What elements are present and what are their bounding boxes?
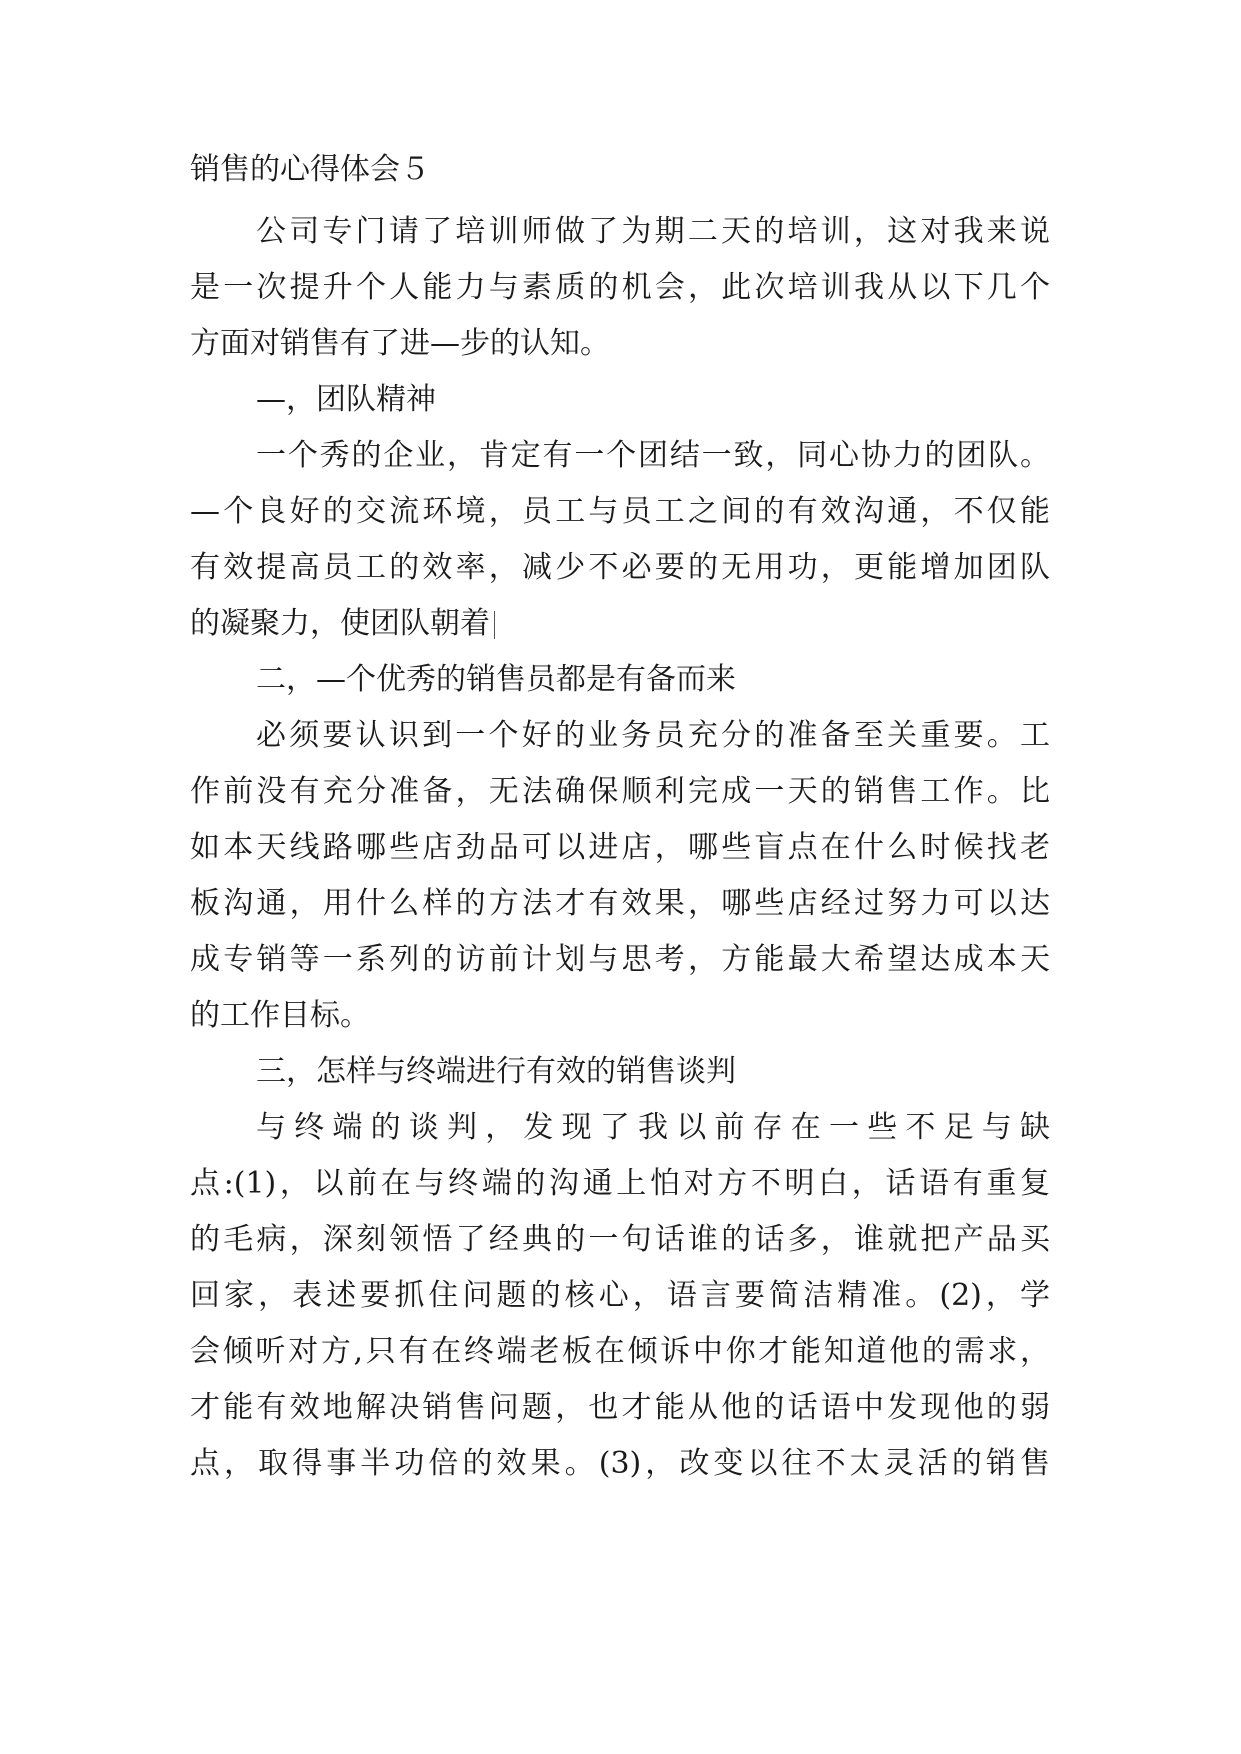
section-heading: —，团队精神: [256, 382, 436, 417]
paragraph-line: 有效提高员工的效率，减少不必要的无用功，更能增加团队: [190, 550, 1050, 585]
paragraph-line: —个良好的交流环境，员工与员工之间的有效沟通，不仅能: [190, 494, 1050, 529]
paragraph-line: 与终端的谈判，发现了我以前存在一些不足与缺: [256, 1110, 1050, 1145]
paragraph-line: 点:(1)，以前在与终端的沟通上怕对方不明白，话语有重复: [190, 1166, 1050, 1201]
paragraph-line: 点，取得事半功倍的效果。(3)，改变以往不太灵活的销售: [190, 1446, 1050, 1481]
section-heading: 二，—个优秀的销售员都是有备而来: [256, 662, 736, 697]
paragraph-line: 会倾听对方,只有在终端老板在倾诉中你才能知道他的需求，: [190, 1334, 1050, 1369]
paragraph-line: 作前没有充分准备，无法确保顺利完成一天的销售工作。比: [190, 774, 1050, 809]
section-heading: 三，怎样与终端进行有效的销售谈判: [256, 1054, 736, 1089]
paragraph-line-with-cursor[interactable]: [190, 604, 1050, 644]
paragraph-line: 方面对销售有了进—步的认知。: [190, 326, 610, 361]
paragraph-line-text: 的凝聚力，使团队朝着: [190, 606, 490, 641]
paragraph-line: 的工作目标。: [190, 998, 370, 1033]
paragraph-line: 是一次提升个人能力与素质的机会，此次培训我从以下几个: [190, 270, 1050, 305]
paragraph-line: 板沟通，用什么样的方法才有效果，哪些店经过努力可以达: [190, 886, 1050, 921]
paragraph-line: 如本天线路哪些店劲品可以进店，哪些盲点在什么时候找老: [190, 830, 1050, 865]
paragraph-line: 公司专门请了培训师做了为期二天的培训，这对我来说: [256, 214, 1050, 249]
paragraph-line: 才能有效地解决销售问题，也才能从他的话语中发现他的弱: [190, 1390, 1050, 1425]
text-cursor: [494, 611, 495, 639]
paragraph-line: 一个秀的企业，肯定有一个团结一致，同心协力的团队。: [256, 438, 1050, 473]
paragraph-line: 必须要认识到一个好的业务员充分的准备至关重要。工: [256, 718, 1050, 753]
document-title: 销售的心得体会５: [190, 152, 430, 187]
paragraph-line: 成专销等一系列的访前计划与思考，方能最大希望达成本天: [190, 942, 1050, 977]
paragraph-line: 回家，表述要抓住问题的核心，语言要简洁精准。(2)，学: [190, 1278, 1050, 1313]
paragraph-line: 的毛病，深刻领悟了经典的一句话谁的话多，谁就把产品买: [190, 1222, 1050, 1257]
